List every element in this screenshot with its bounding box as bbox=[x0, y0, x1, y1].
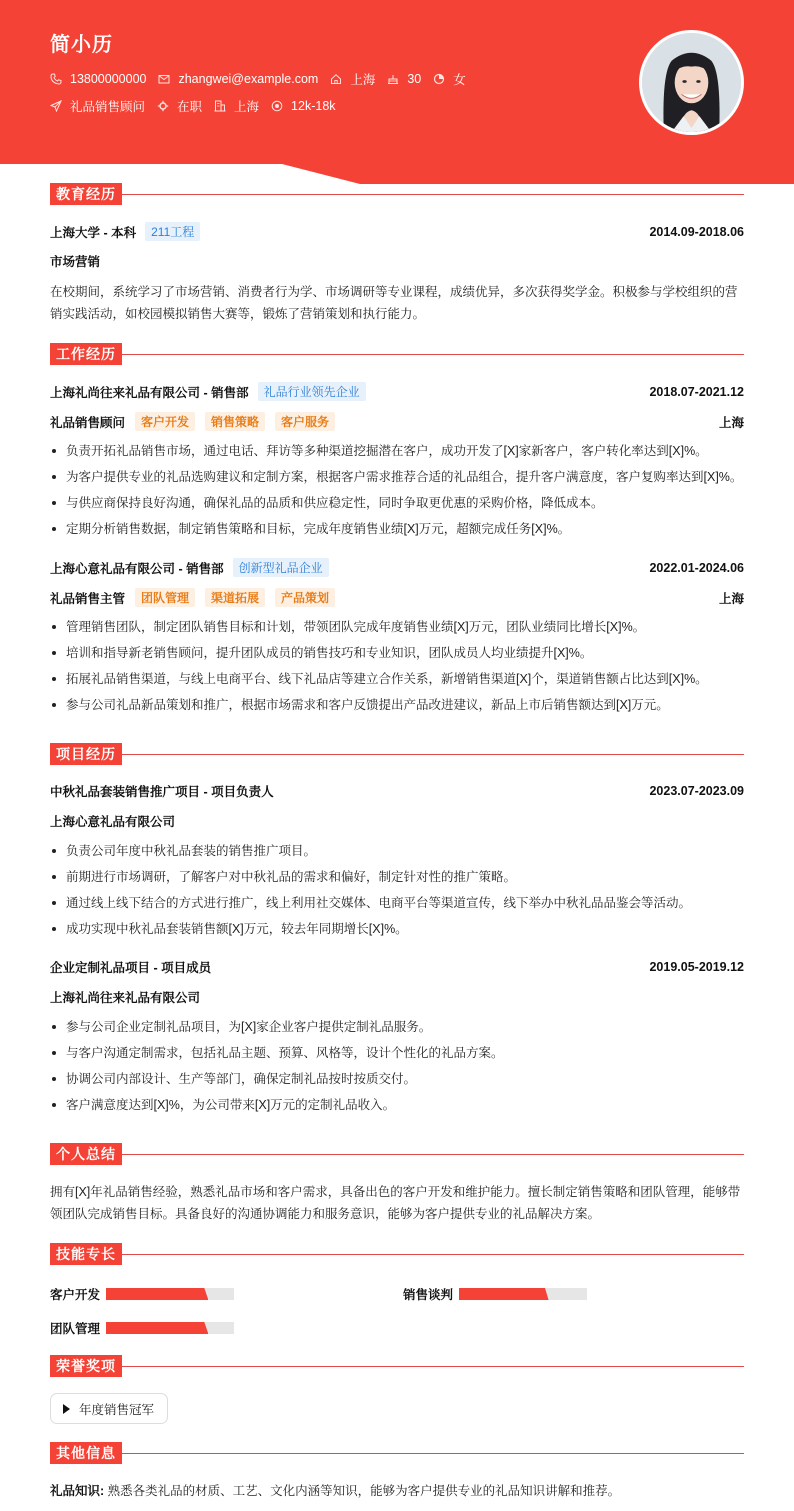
list-item: 前期进行市场调研，了解客户对中秋礼品的需求和偏好，制定针对性的推广策略。 bbox=[50, 864, 744, 890]
section-title: 其他信息 bbox=[50, 1442, 122, 1464]
home-icon bbox=[330, 73, 342, 85]
skill-tag: 团队管理 bbox=[135, 588, 195, 607]
gender-text: 女 bbox=[453, 73, 466, 87]
section-awards bbox=[50, 1355, 744, 1377]
skill-name: 客户开发 bbox=[50, 1288, 101, 1302]
list-item: 参与公司礼品新品策划和推广，根据市场需求和客户反馈提出产品改进建议，新品上市后销售额达到[X]万元。 bbox=[50, 692, 744, 718]
major-name: 市场营销 bbox=[50, 255, 101, 269]
section-divider bbox=[122, 354, 744, 355]
skill-tag: 产品策划 bbox=[275, 588, 335, 607]
company-name: 上海心意礼品有限公司 - 销售部 bbox=[50, 561, 224, 576]
company-tag: 创新型礼品企业 bbox=[233, 558, 329, 577]
work-2-position-row bbox=[50, 588, 744, 607]
resume-header bbox=[0, 0, 794, 184]
education-description: 在校期间，系统学习了市场营销、消费者行为学、市场调研等专业课程，成绩优异，多次获得奖学金。积极参与学校组织的营销实践活动，如校园模拟销售大赛等，锻炼了营销策划和执行能力。 bbox=[50, 285, 738, 321]
company-name: 上海礼尚往来礼品有限公司 - 销售部 bbox=[50, 385, 249, 400]
skill-name: 团队管理 bbox=[50, 1322, 101, 1336]
work-date: 2018.07-2021.12 bbox=[649, 384, 744, 399]
skill-name: 销售谈判 bbox=[403, 1288, 454, 1302]
work-2-bullets bbox=[50, 614, 744, 718]
work-1-header bbox=[50, 382, 744, 401]
age-text: 30 bbox=[407, 72, 422, 86]
phone-icon bbox=[50, 73, 62, 85]
project-2-bullets bbox=[50, 1014, 744, 1118]
skill-bar bbox=[106, 1322, 234, 1334]
position-title: 礼品销售顾问 bbox=[50, 415, 126, 430]
position-item bbox=[50, 97, 145, 115]
position-title: 礼品销售主管 bbox=[50, 591, 126, 606]
work-location: 上海 bbox=[718, 591, 744, 606]
profile-photo bbox=[639, 30, 744, 135]
skill-bar-fill bbox=[459, 1288, 549, 1300]
project-2-company-row bbox=[50, 988, 744, 1006]
project-date: 2023.07-2023.09 bbox=[649, 784, 744, 798]
work-2-header bbox=[50, 558, 744, 577]
list-item: 定期分析销售数据，制定销售策略和目标，完成年度销售业绩[X]万元，超额完成任务[X]%。 bbox=[50, 516, 744, 542]
list-item: 管理销售团队，制定团队销售目标和计划，带领团队完成年度销售业绩[X]万元，团队业绩同比增长[X]%。 bbox=[50, 614, 744, 640]
skill-item bbox=[50, 1285, 234, 1303]
building-icon bbox=[214, 100, 226, 112]
list-item: 成功实现中秋礼品套装销售额[X]万元，较去年同期增长[X]%。 bbox=[50, 916, 744, 942]
skill-item bbox=[403, 1285, 587, 1303]
section-divider bbox=[122, 1254, 744, 1255]
award-item[interactable] bbox=[50, 1393, 168, 1424]
section-title: 教育经历 bbox=[50, 183, 122, 205]
project-title: 企业定制礼品项目 - 项目成员 bbox=[50, 961, 212, 975]
skill-tag: 客户开发 bbox=[135, 412, 195, 431]
list-item: 参与公司企业定制礼品项目，为[X]家企业客户提供定制礼品服务。 bbox=[50, 1014, 744, 1040]
section-divider bbox=[122, 1453, 744, 1454]
section-divider bbox=[122, 754, 744, 755]
section-title: 个人总结 bbox=[50, 1143, 122, 1165]
candidate-name: 简小历 bbox=[50, 34, 113, 56]
work-date: 2022.01-2024.06 bbox=[649, 560, 744, 575]
project-title: 中秋礼品套装销售推广项目 - 项目负责人 bbox=[50, 785, 274, 799]
other-info-text: 熟悉各类礼品的材质、工艺、文化内涵等知识，能够为客户提供专业的礼品知识讲解和推荐。 bbox=[107, 1484, 621, 1498]
list-item: 通过线上线下结合的方式进行推广，线上利用社交媒体、电商平台等渠道宣传，线下举办中秋礼品品鉴会等活动。 bbox=[50, 890, 744, 916]
contact-info-row bbox=[50, 70, 478, 88]
mail-icon bbox=[158, 73, 170, 85]
section-divider bbox=[122, 1154, 744, 1155]
salary-item bbox=[271, 99, 335, 113]
phone-item bbox=[50, 72, 146, 86]
project-date: 2019.05-2019.12 bbox=[649, 960, 744, 974]
skill-bar bbox=[459, 1288, 587, 1300]
skill-tag: 渠道拓展 bbox=[205, 588, 265, 607]
school-tag: 211工程 bbox=[145, 222, 200, 241]
home-text: 上海 bbox=[350, 73, 376, 87]
gender-icon bbox=[433, 73, 445, 85]
skill-bar-fill bbox=[106, 1288, 208, 1300]
education-header-row bbox=[50, 222, 744, 241]
section-title: 荣誉奖项 bbox=[50, 1355, 122, 1377]
school-name: 上海大学 - 本科 bbox=[50, 225, 137, 240]
section-title: 技能专长 bbox=[50, 1243, 122, 1265]
list-item: 为客户提供专业的礼品选购建议和定制方案，根据客户需求推荐合适的礼品组合，提升客户满意度，客户复购率达到[X]%。 bbox=[50, 464, 744, 490]
skill-bar bbox=[106, 1288, 234, 1300]
list-item: 与客户沟通定制需求，包括礼品主题、预算、风格等，设计个性化的礼品方案。 bbox=[50, 1040, 744, 1066]
status-text: 在职 bbox=[177, 100, 203, 114]
status-icon bbox=[157, 100, 169, 112]
skill-bar-fill bbox=[106, 1322, 208, 1334]
list-item: 客户满意度达到[X]%，为公司带来[X]万元的定制礼品收入。 bbox=[50, 1092, 744, 1118]
major-row bbox=[50, 252, 744, 270]
city-item bbox=[214, 97, 259, 115]
project-company: 上海心意礼品有限公司 bbox=[50, 815, 176, 829]
job-intention-row bbox=[50, 97, 348, 115]
section-work bbox=[50, 343, 744, 365]
project-1-company-row bbox=[50, 812, 744, 830]
salary-text: 12k-18k bbox=[291, 99, 336, 113]
city-text: 上海 bbox=[234, 100, 260, 114]
project-2-header bbox=[50, 958, 744, 976]
section-summary bbox=[50, 1143, 744, 1165]
list-item: 拓展礼品销售渠道，与线上电商平台、线下礼品店等建立合作关系，新增销售渠道[X]个，渠道销售额占比达到[X]%。 bbox=[50, 666, 744, 692]
project-1-header bbox=[50, 782, 744, 800]
summary-text: 拥有[X]年礼品销售经验，熟悉礼品市场和客户需求，具备出色的客户开发和维护能力。擅长制定销售策略和团队管理，能够带领团队完成销售目标。具备良好的沟通协调能力和服务意识，能够为客户提供专业的礼品解决方案。 bbox=[50, 1185, 741, 1221]
list-item: 培训和指导新老销售顾问，提升团队成员的销售技巧和专业知识，团队成员人均业绩提升[X]%。 bbox=[50, 640, 744, 666]
project-1-bullets bbox=[50, 838, 744, 942]
position-text: 礼品销售顾问 bbox=[70, 100, 146, 114]
home-item bbox=[330, 70, 375, 88]
skill-tag: 销售策略 bbox=[205, 412, 265, 431]
status-item bbox=[157, 97, 202, 115]
gender-item bbox=[433, 70, 466, 88]
work-1-position-row bbox=[50, 412, 744, 431]
section-divider bbox=[122, 194, 744, 195]
other-info-item bbox=[50, 1481, 620, 1499]
section-divider bbox=[122, 1366, 744, 1367]
project-company: 上海礼尚往来礼品有限公司 bbox=[50, 991, 201, 1005]
education-date: 2014.09-2018.06 bbox=[649, 224, 744, 239]
email-text: zhangwei@example.com bbox=[178, 72, 319, 86]
skill-item bbox=[50, 1319, 234, 1337]
section-title: 项目经历 bbox=[50, 743, 122, 765]
list-item: 协调公司内部设计、生产等部门，确保定制礼品按时按质交付。 bbox=[50, 1066, 744, 1092]
company-tag: 礼品行业领先企业 bbox=[258, 382, 366, 401]
avatar-illustration bbox=[642, 33, 741, 132]
list-item: 负责开拓礼品销售市场，通过电话、拜访等多种渠道挖掘潜在客户，成功开发了[X]家新客户，客户转化率达到[X]%。 bbox=[50, 438, 744, 464]
list-item: 与供应商保持良好沟通，确保礼品的品质和供应稳定性，同时争取更优惠的采购价格，降低成本。 bbox=[50, 490, 744, 516]
cake-icon bbox=[387, 73, 399, 85]
salary-icon bbox=[271, 100, 283, 112]
award-name: 年度销售冠军 bbox=[79, 1402, 155, 1417]
skill-tag: 客户服务 bbox=[275, 412, 335, 431]
section-other bbox=[50, 1442, 744, 1464]
email-item bbox=[158, 72, 318, 86]
phone-text: 13800000000 bbox=[70, 72, 147, 86]
age-item bbox=[387, 72, 421, 86]
expand-triangle-icon bbox=[63, 1404, 70, 1414]
section-projects bbox=[50, 743, 744, 765]
section-title: 工作经历 bbox=[50, 343, 122, 365]
list-item: 负责公司年度中秋礼品套装的销售推广项目。 bbox=[50, 838, 744, 864]
send-icon bbox=[50, 100, 62, 112]
section-education bbox=[50, 183, 744, 205]
other-info-label: 礼品知识: bbox=[50, 1484, 105, 1498]
work-1-bullets bbox=[50, 438, 744, 542]
work-location: 上海 bbox=[718, 415, 744, 430]
section-skills bbox=[50, 1243, 744, 1265]
